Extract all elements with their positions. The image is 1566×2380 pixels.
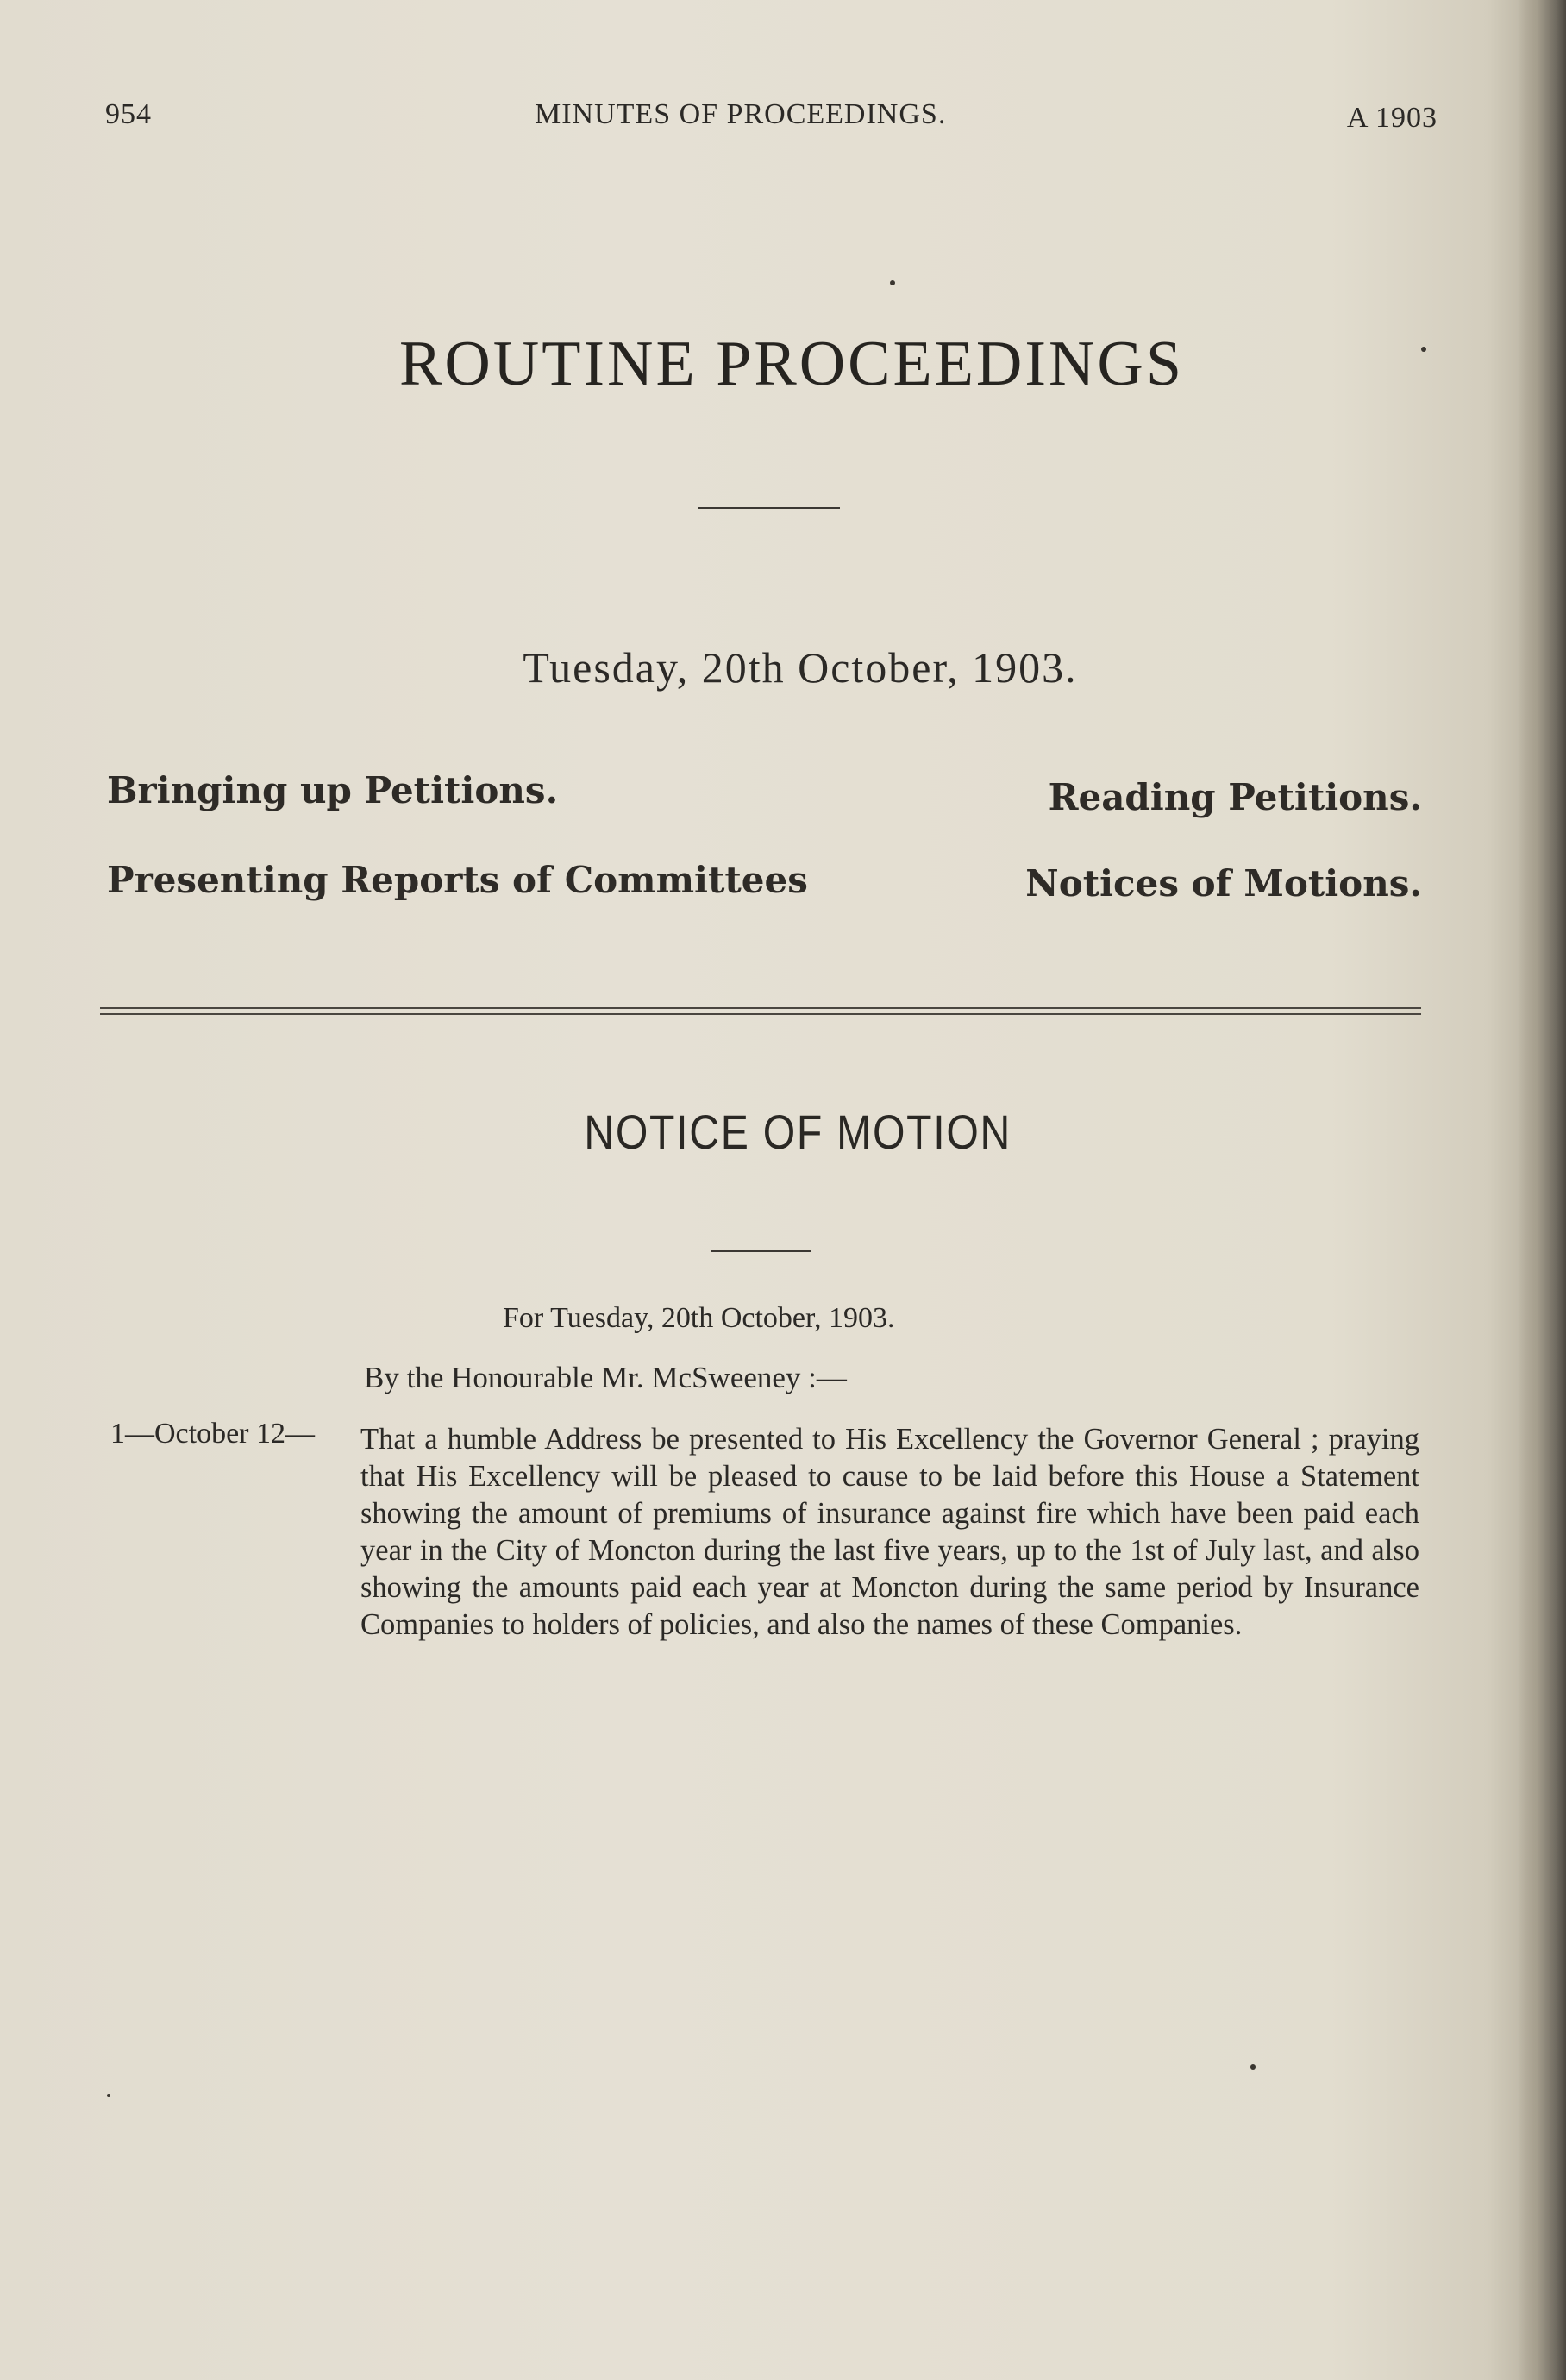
- ink-speck: [890, 280, 895, 285]
- motion-label: 1—October 12—: [110, 1418, 316, 1450]
- notice-date-line: For Tuesday, 20th October, 1903.: [503, 1302, 895, 1334]
- ink-speck: [1421, 347, 1426, 352]
- running-head-title: MINUTES OF PROCEEDINGS.: [535, 98, 947, 130]
- ink-speck: [107, 2094, 110, 2097]
- routine-item-bringing-petitions: Bringing up Petitions.: [107, 769, 559, 811]
- routine-item-notices-of-motions: Notices of Motions.: [1025, 862, 1422, 905]
- page-title: ROUTINE PROCEEDINGS: [398, 329, 1185, 399]
- ink-speck: [1250, 2064, 1256, 2070]
- title-divider: [698, 507, 840, 509]
- running-head: [105, 98, 1438, 141]
- section-divider: [100, 1007, 1421, 1015]
- volume-label: A 1903: [1346, 102, 1438, 134]
- routine-item-presenting-reports: Presenting Reports of Committees: [107, 859, 808, 901]
- page-number: 954: [105, 98, 152, 130]
- section-title: NOTICE OF MOTION: [584, 1105, 1012, 1159]
- date-heading: Tuesday, 20th October, 1903.: [523, 643, 1078, 692]
- mover-line: By the Honourable Mr. McSweeney :—: [364, 1361, 847, 1394]
- motion-text: That a humble Address be presented to His Excellency the Governor General ; praying that His Excellency will be pleased to cause to be laid before this House a Statement showing the amount of premiums of insurance against fire which have been paid each year in the City of Moncton during the last five years, up to the 1st of July last, and also showing the amounts paid each year at Moncton during the same period by Insurance Companies to holders of policies, and also the names of these Companies.: [360, 1423, 1419, 1641]
- routine-item-reading-petitions: Reading Petitions.: [1048, 776, 1422, 818]
- section-title-divider: [711, 1250, 811, 1252]
